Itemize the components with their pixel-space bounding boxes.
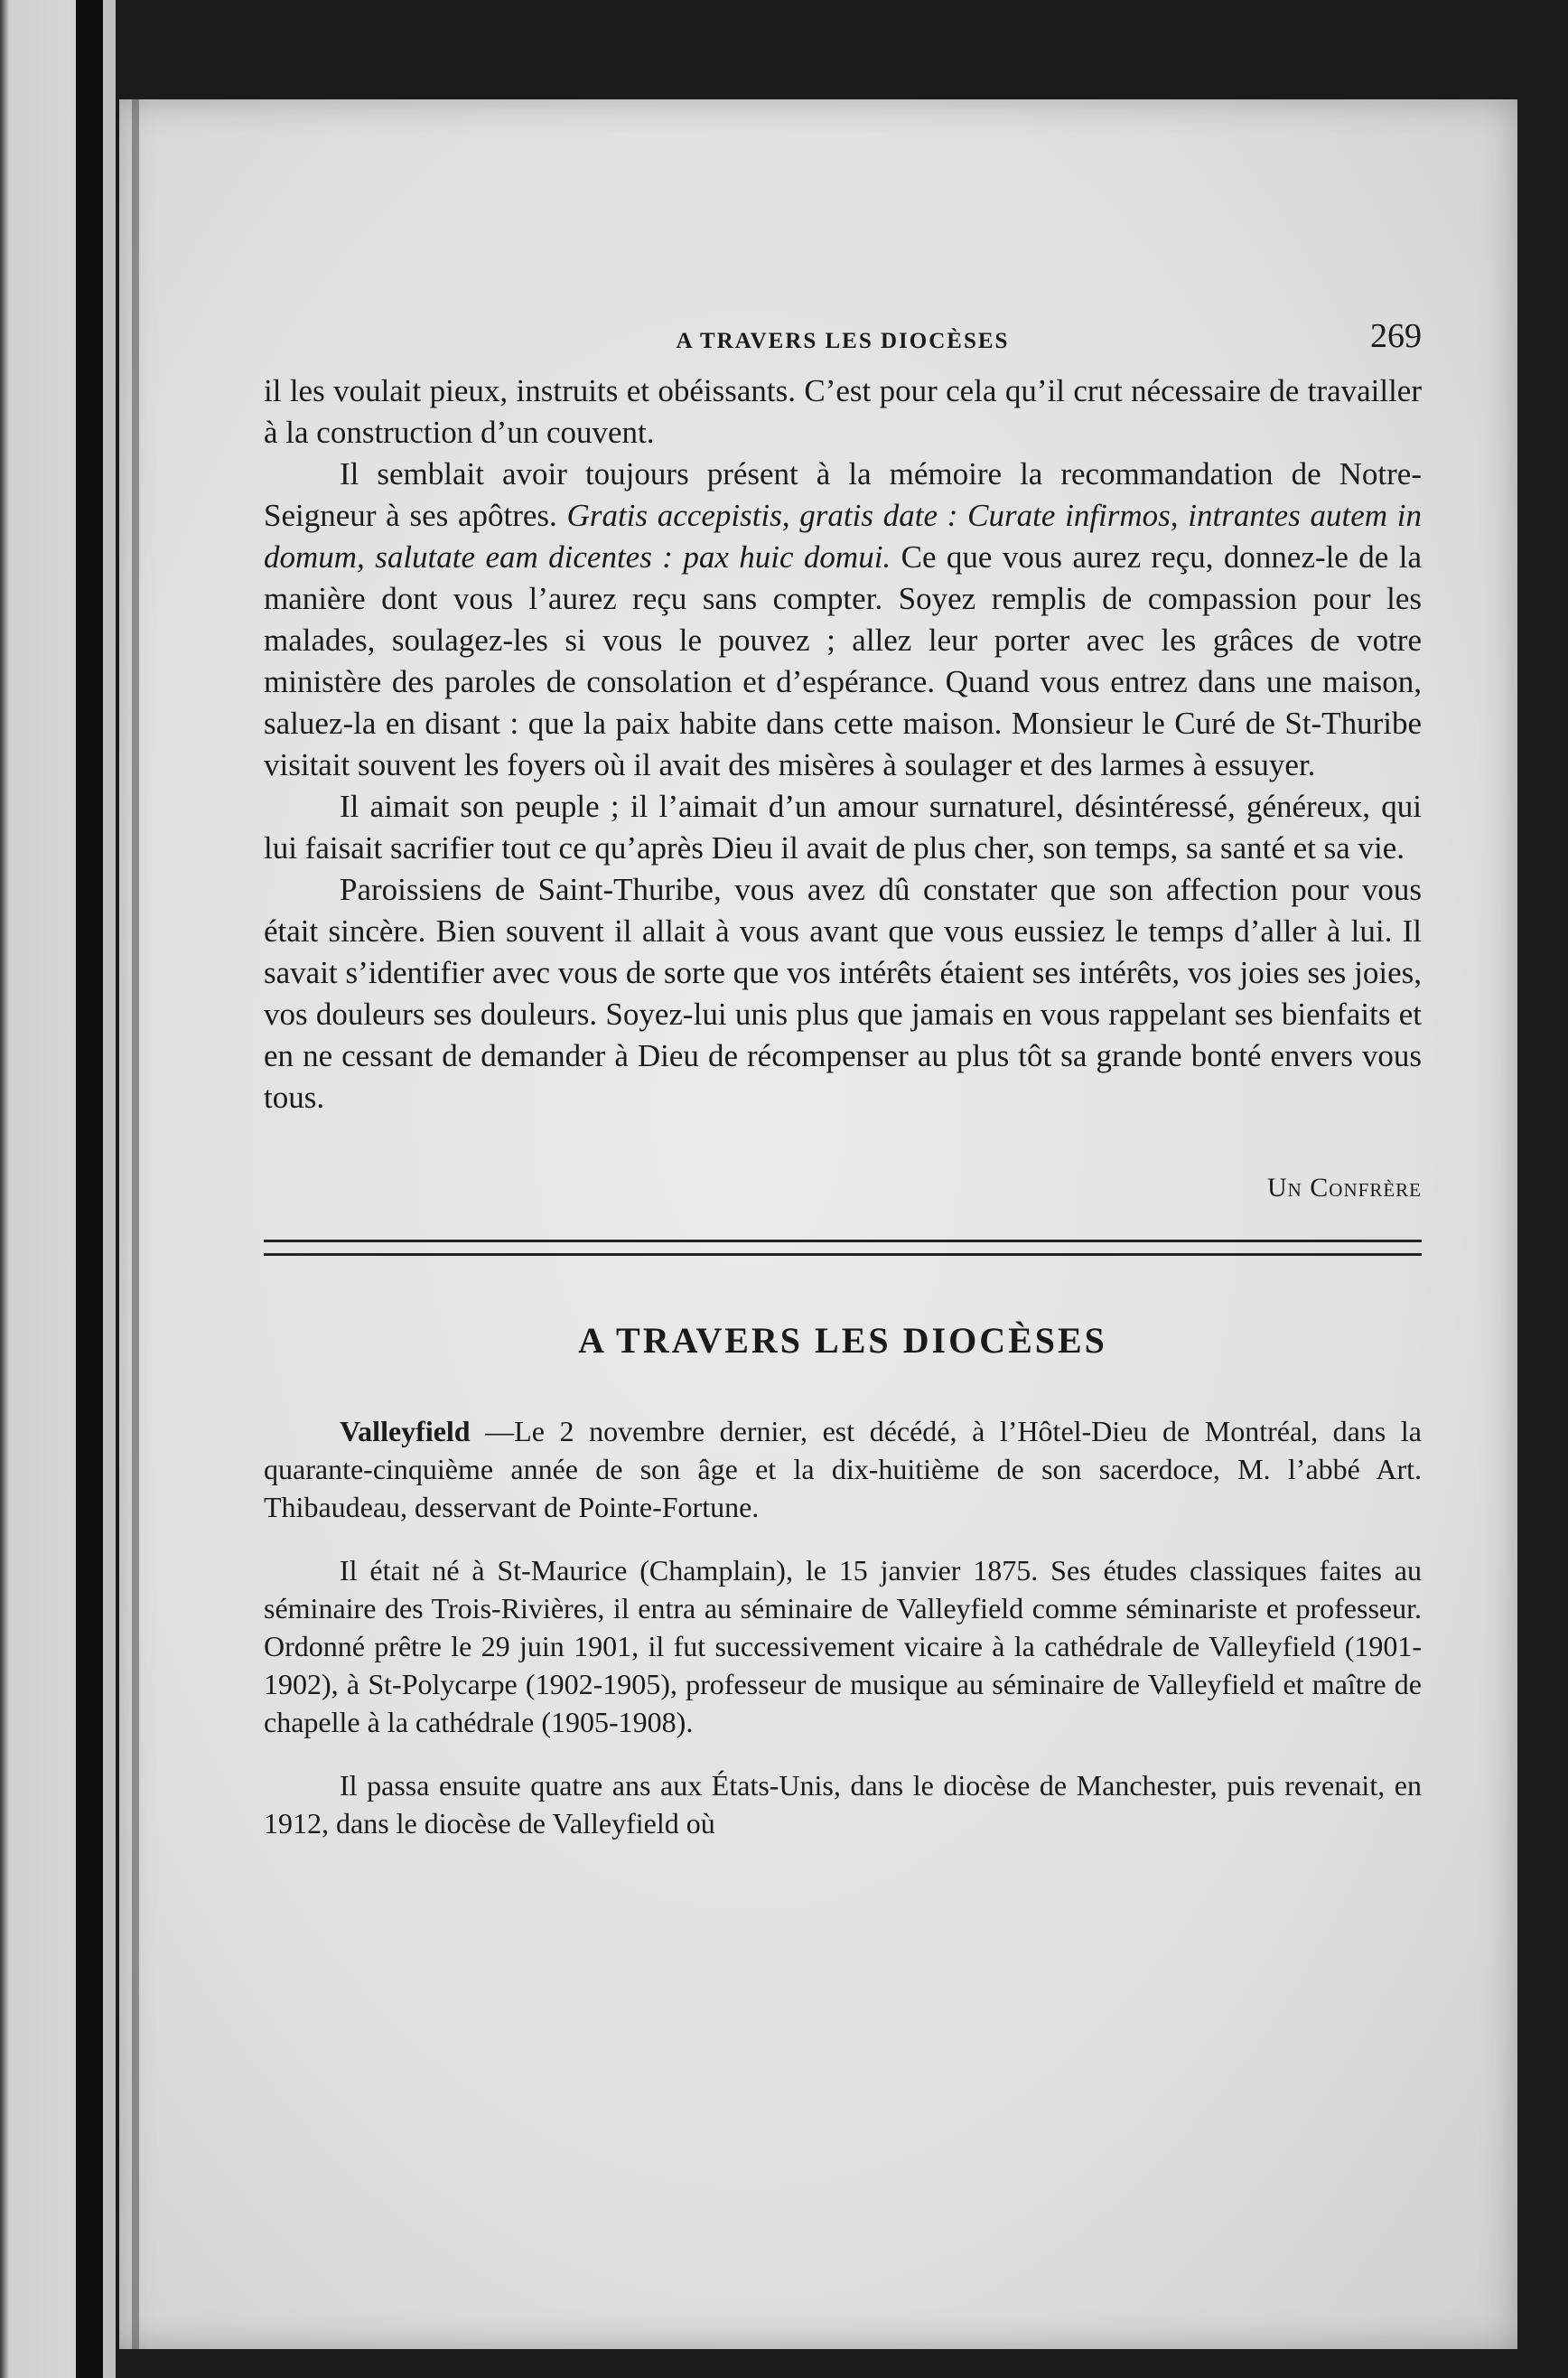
paragraph-2-text-b: Ce que vous aurez reçu, donnez-le de la manière dont vous l’aurez reçu sans compter. Soyez remplis de compassion pour les malades, soulagez-les si vous le pouvez ; allez leur porter avec les grâces de votre ministère des paroles de consolation et d’espérance. Quand vous entrez dans une maison, saluez-la en disant : que la paix habite dans cette maison. Monsieur le Curé de St-Thuribe visitait souvent les foyers où il avait des misères à soulager et des larmes à essuyer. (264, 539, 1423, 782)
signature: Un Confrère (1266, 1173, 1422, 1203)
running-head (264, 316, 1422, 370)
divider-rule-top (264, 1240, 1422, 1242)
section-lead: Valleyfield (340, 1415, 471, 1447)
paragraph-2-text-a: Il semblait avoir toujours présent à la mémoire la recommandation de Notre-Seigneur à ses apôtres. (264, 456, 1422, 533)
section-title: A TRAVERS LES DIOCÈSES (578, 1320, 1107, 1361)
paragraph-3: Il aimait son peuple ; il l’aimait d’un amour surnaturel, désintéressé, généreux, qui lui faisait sacrifier tout ce qu’après Dieu il avait de plus cher, son temps, sa santé et sa vie. (264, 789, 1422, 866)
adjacent-page-edge (0, 0, 116, 2378)
section-paragraph-1-text: —Le 2 novembre dernier, est décédé, à l’Hôtel-Dieu de Montréal, dans la quarante-cinquième année de son âge et la dix-huitième de son sacerdoce, M. l’abbé Art. Thibaudeau, desservant de Pointe-Fortune. (264, 1415, 1422, 1523)
divider-rule-bottom (264, 1253, 1422, 1256)
page-number: 269 (1370, 317, 1422, 355)
gutter-line (132, 99, 139, 2349)
scanned-page (119, 99, 1517, 2349)
paragraph-4: Paroissiens de Saint-Thuribe, vous avez dû constater que son affection pour vous était sincère. Bien souvent il allait à vous avant que vous eussiez le temps d’aller à lui. Il savait s’identifier avec vous de sorte que vos intérêts étaient ses intérêts, vos joies ses joies, vos douleurs ses douleurs. Soyez-lui unis plus que jamais en vous rappelant ses bienfaits et en ne cessant de demander à Dieu de récompenser au plus tôt sa grande bonté envers vous tous. (264, 872, 1422, 1115)
section-paragraph-3: Il passa ensuite quatre ans aux États-Unis, dans le diocèse de Manchester, puis revenait, en 1912, dans le diocèse de Valleyfield où (264, 1769, 1422, 1840)
section-paragraph-2: Il était né à St-Maurice (Champlain), le 15 janvier 1875. Ses études classiques faites au séminaire des Trois-Rivières, il entra au séminaire de Valleyfield comme séminariste et professeur. Ordonné prêtre le 29 juin 1901, il fut successivement vicaire à la cathédrale de Valleyfield (1901-1902), à St-Polycarpe (1902-1905), professeur de musique au séminaire de Valleyfield et maître de chapelle à la cathédrale (1905-1908). (264, 1554, 1422, 1738)
latin-quote: Gratis accepistis, gratis date : Curate infirmos, intrantes autem in domum, salutate eam dicentes : pax huic domui. (264, 498, 1422, 575)
book-spine-shadow (76, 0, 103, 2378)
running-title: A TRAVERS LES DIOCÈSES (676, 329, 1010, 353)
paragraph-2 (264, 454, 1422, 786)
paragraph-1: il les voulait pieux, instruits et obéissants. C’est pour cela qu’il crut nécessaire de travailler à la construction d’un couvent. (264, 373, 1422, 450)
section-paragraph-1 (264, 1412, 1422, 1526)
page-content (264, 316, 1422, 1842)
